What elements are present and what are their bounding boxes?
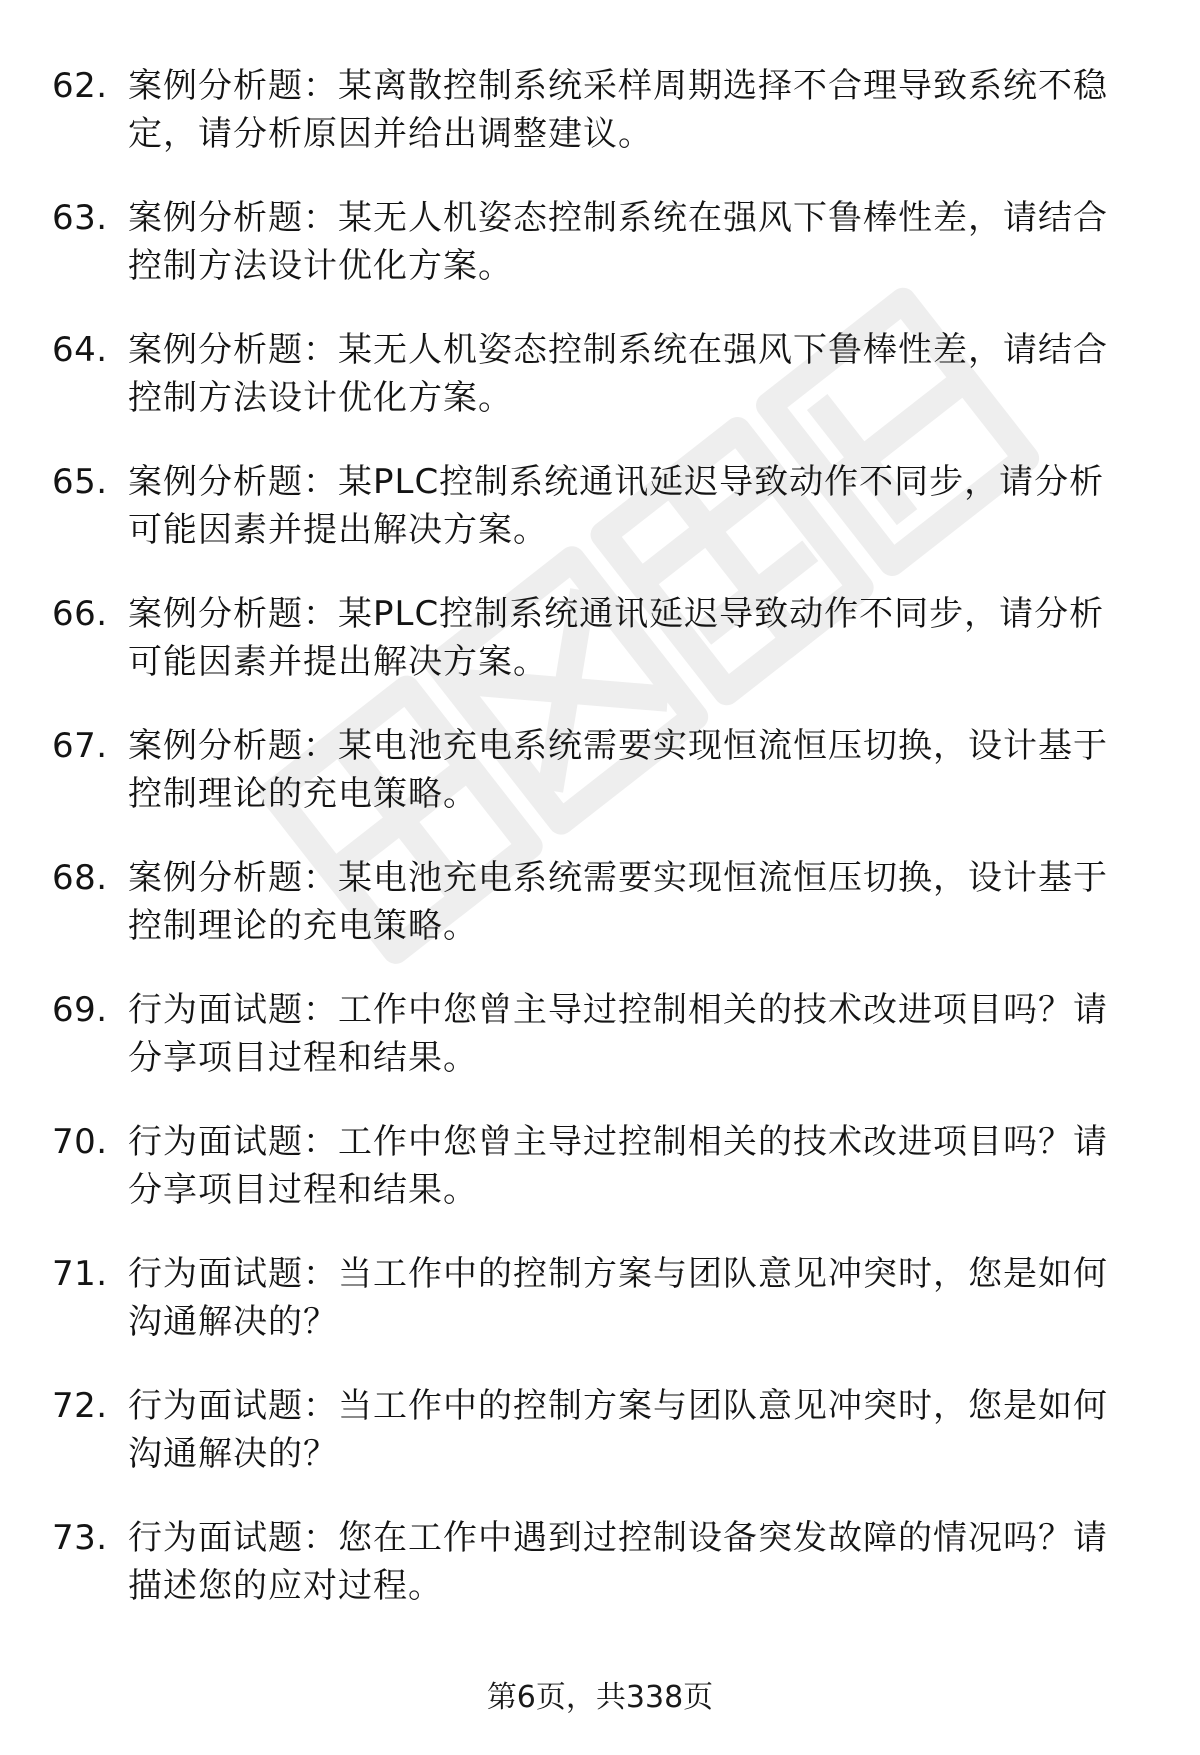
- question-number: 63.: [52, 198, 108, 238]
- question-number: 66.: [52, 594, 108, 634]
- question-number: 64.: [52, 330, 108, 370]
- question-list: [0, 56, 1200, 1640]
- question-number: 62.: [52, 66, 108, 106]
- question-text: 案例分析题：某无人机姿态控制系统在强风下鲁棒性差，请结合控制方法设计优化方案。: [128, 330, 1108, 418]
- question-item: [0, 452, 1200, 584]
- question-text: 案例分析题：某无人机姿态控制系统在强风下鲁棒性差，请结合控制方法设计优化方案。: [128, 198, 1108, 286]
- question-text: 行为面试题：当工作中的控制方案与团队意见冲突时，您是如何沟通解决的？: [128, 1254, 1108, 1342]
- question-item: [0, 188, 1200, 320]
- question-item: [0, 848, 1200, 980]
- question-text: 案例分析题：某电池充电系统需要实现恒流恒压切换，设计基于控制理论的充电策略。: [128, 726, 1108, 814]
- question-item: [0, 716, 1200, 848]
- question-text: 行为面试题：当工作中的控制方案与团队意见冲突时，您是如何沟通解决的？: [128, 1386, 1108, 1474]
- question-text: 案例分析题：某电池充电系统需要实现恒流恒压切换，设计基于控制理论的充电策略。: [128, 858, 1108, 946]
- question-number: 73.: [52, 1518, 108, 1558]
- question-number: 71.: [52, 1254, 108, 1294]
- question-text: 案例分析题：某离散控制系统采样周期选择不合理导致系统不稳定，请分析原因并给出调整建议。: [128, 66, 1108, 154]
- question-text: 案例分析题：某PLC控制系统通讯延迟导致动作不同步，请分析可能因素并提出解决方案。: [128, 462, 1105, 550]
- question-item: [0, 1244, 1200, 1376]
- question-item: [0, 56, 1200, 188]
- question-item: [0, 584, 1200, 716]
- question-text: 行为面试题：您在工作中遇到过控制设备突发故障的情况吗？请描述您的应对过程。: [128, 1518, 1108, 1606]
- question-number: 68.: [52, 858, 108, 898]
- question-item: [0, 1508, 1200, 1640]
- question-item: [0, 320, 1200, 452]
- question-number: 70.: [52, 1122, 108, 1162]
- question-item: [0, 1112, 1200, 1244]
- question-item: [0, 1376, 1200, 1508]
- question-number: 67.: [52, 726, 108, 766]
- page-number-footer: 第6页，共338页: [486, 1680, 714, 1715]
- question-item: [0, 980, 1200, 1112]
- question-text: 行为面试题：工作中您曾主导过控制相关的技术改进项目吗？请分享项目过程和结果。: [128, 1122, 1108, 1210]
- question-text: 行为面试题：工作中您曾主导过控制相关的技术改进项目吗？请分享项目过程和结果。: [128, 990, 1108, 1078]
- question-number: 69.: [52, 990, 108, 1030]
- question-number: 72.: [52, 1386, 108, 1426]
- question-text: 案例分析题：某PLC控制系统通讯延迟导致动作不同步，请分析可能因素并提出解决方案。: [128, 594, 1105, 682]
- question-number: 65.: [52, 462, 108, 502]
